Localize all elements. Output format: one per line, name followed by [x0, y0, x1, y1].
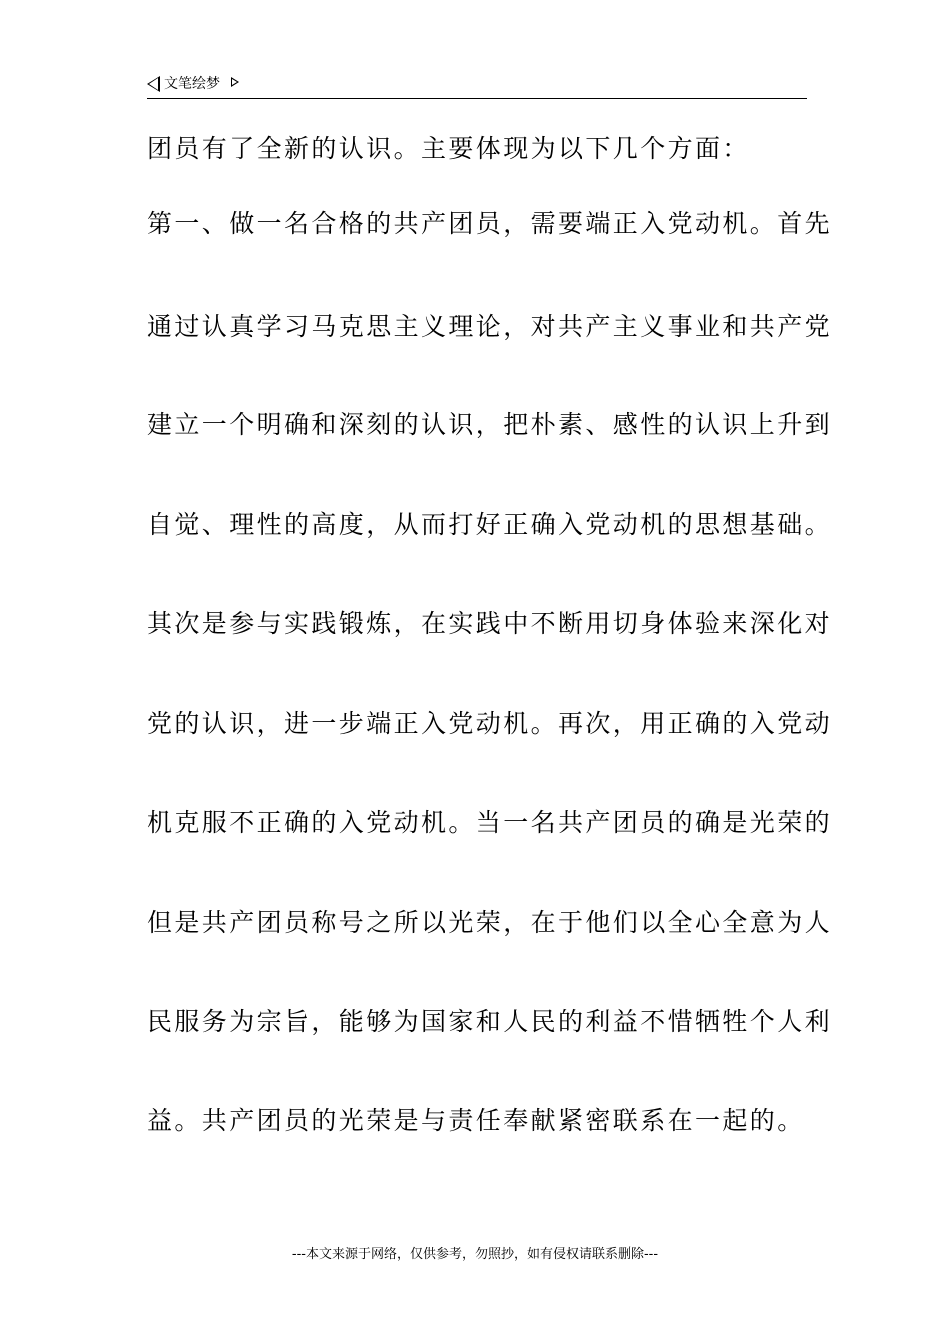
body-line: 民服务为宗旨，能够为国家和人民的利益不惜牺牲个人利	[147, 1007, 833, 1036]
header-title: 文笔绘梦	[164, 76, 220, 92]
page-header	[147, 74, 807, 99]
page-footer-disclaimer: ---本文来源于网络，仅供参考，勿照抄，如有侵权请联系删除---	[291, 1247, 659, 1262]
body-line: 第一、做一名合格的共产团员，需要端正入党动机。首先	[147, 209, 833, 238]
triangle-left-icon	[147, 76, 160, 92]
triangle-right-icon	[231, 77, 239, 87]
body-line: 通过认真学习马克思主义理论，对共产主义事业和共产党	[147, 312, 833, 341]
body-line: 党的认识，进一步端正入党动机。再次，用正确的入党动	[147, 709, 833, 738]
body-line: 建立一个明确和深刻的认识，把朴素、感性的认识上升到	[147, 410, 833, 439]
body-line: 益。共产团员的光荣是与责任奉献紧密联系在一起的。	[147, 1106, 805, 1135]
body-line: 其次是参与实践锻炼，在实践中不断用切身体验来深化对	[147, 609, 833, 638]
body-line: 团员有了全新的认识。主要体现为以下几个方面：	[147, 134, 750, 163]
body-line: 但是共产团员称号之所以光荣，在于他们以全心全意为人	[147, 908, 833, 937]
body-line: 机克服不正确的入党动机。当一名共产团员的确是光荣的	[147, 808, 833, 837]
body-line: 自觉、理性的高度，从而打好正确入党动机的思想基础。	[147, 510, 833, 539]
